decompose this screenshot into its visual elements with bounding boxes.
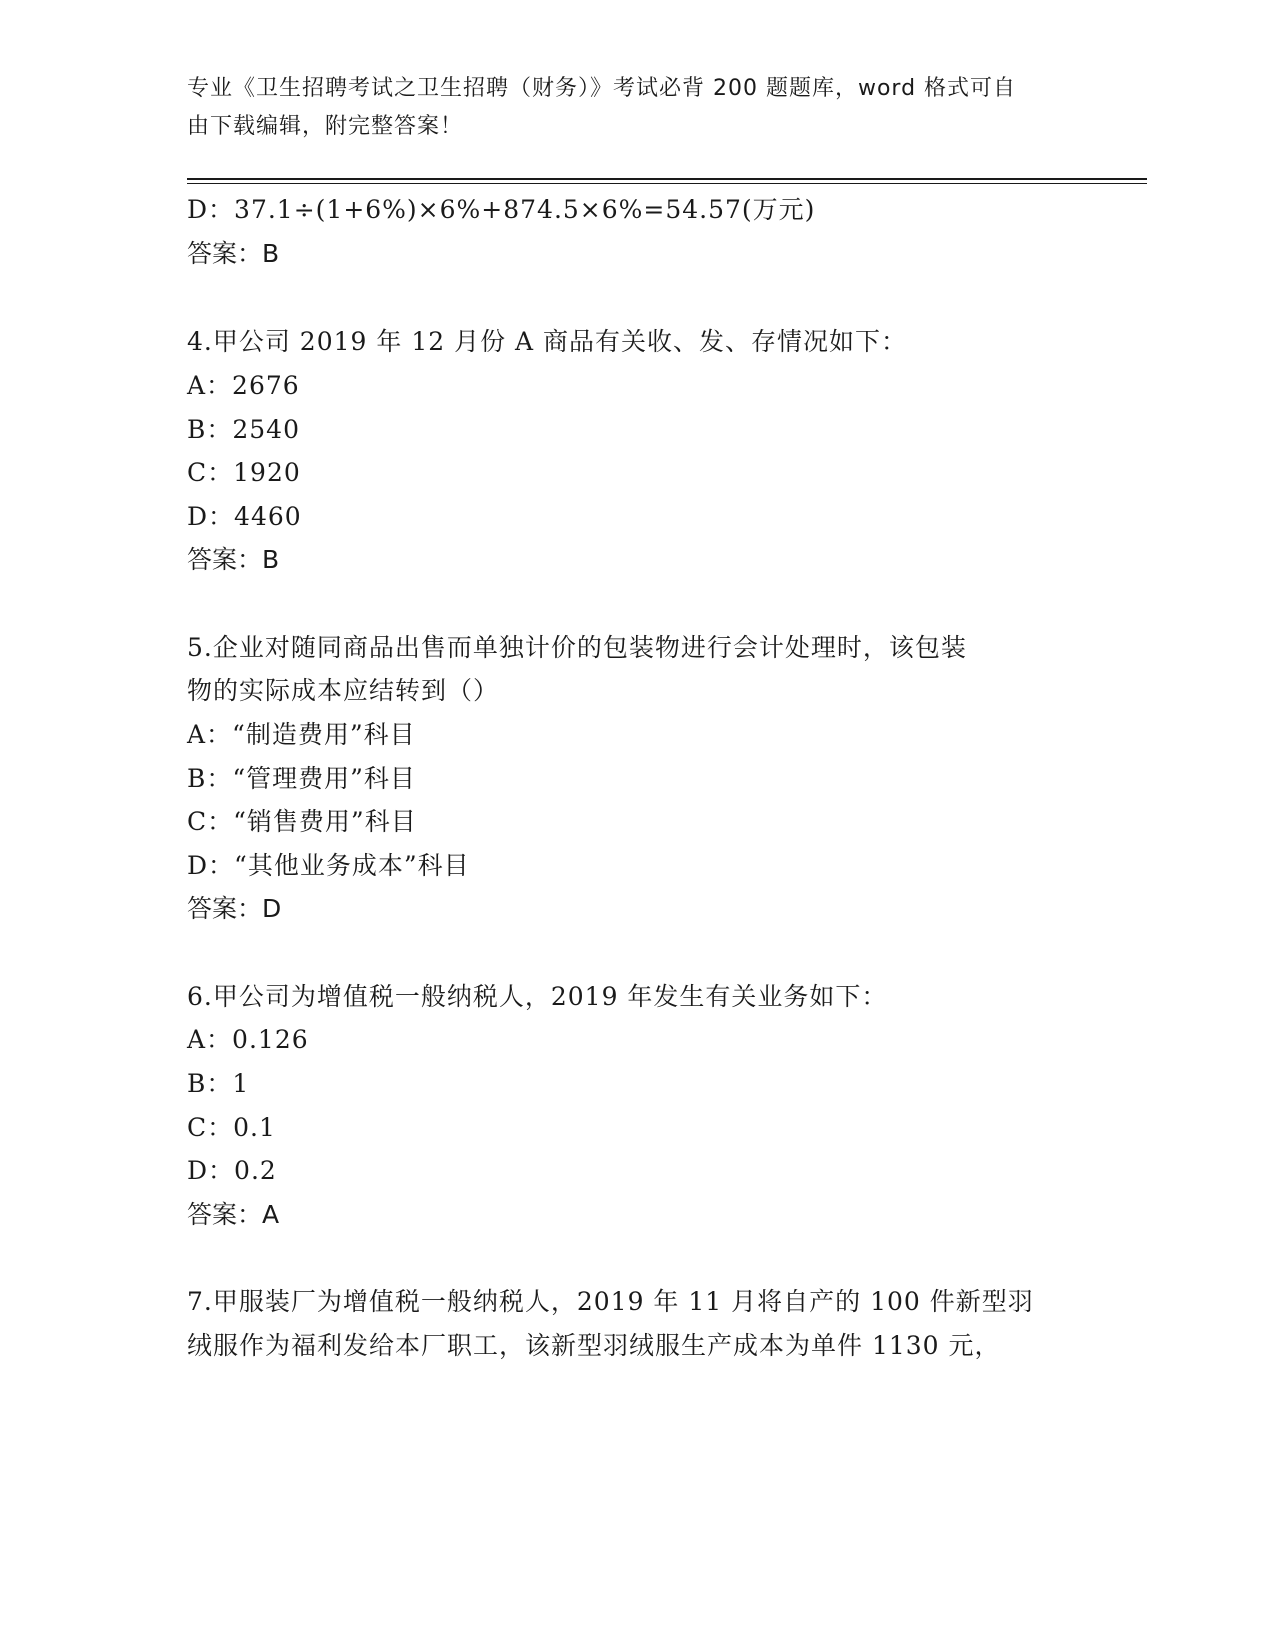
q5-stem-line-1: 5.企业对随同商品出售而单独计价的包装物进行会计处理时，该包装 [187,633,967,662]
q6-answer: 答案：A [187,1200,280,1229]
q4-option-a: A：2676 [187,371,300,400]
q4-answer: 答案：B [187,545,280,574]
q6-stem: 6.甲公司为增值税一般纳税人，2019 年发生有关业务如下： [187,982,888,1011]
document-header [187,70,1087,146]
header-line-1: 专业《卫生招聘考试之卫生招聘（财务）》考试必背 200 题题库，word 格式可自 [187,76,1017,101]
q6-option-d: D：0.2 [187,1156,277,1185]
q5-option-d: D：“其他业务成本”科目 [187,851,470,880]
q5-option-b: B：“管理费用”科目 [187,764,416,793]
q4-stem: 4.甲公司 2019 年 12 月份 A 商品有关收、发、存情况如下： [187,327,908,356]
q4-option-d: D：4460 [187,502,302,531]
q5-stem-line-2: 物的实际成本应结转到（） [187,676,500,705]
q4-option-b: B：2540 [187,415,300,444]
q3-option-d: D：37.1÷(1+6%)×6%+874.5×6%=54.57(万元) [187,195,816,224]
q7-stem-line-2: 绒服作为福利发给本厂职工，该新型羽绒服生产成本为单件 1130 元， [187,1331,1001,1360]
q6-option-a: A：0.126 [187,1025,309,1054]
q6-option-b: B：1 [187,1069,250,1098]
q3-answer: 答案：B [187,239,280,268]
q5-option-c: C：“销售费用”科目 [187,807,417,836]
header-divider-thick [187,178,1147,180]
header-line-2: 由下载编辑，附完整答案！ [187,114,464,139]
q4-option-c: C：1920 [187,458,301,487]
q7-stem-line-1: 7.甲服装厂为增值税一般纳税人，2019 年 11 月将自产的 100 件新型羽 [187,1287,1034,1316]
q5-option-a: A：“制造费用”科目 [187,720,416,749]
header-divider-thin [187,183,1147,184]
q5-answer: 答案：D [187,894,282,923]
q6-option-c: C：0.1 [187,1113,276,1142]
